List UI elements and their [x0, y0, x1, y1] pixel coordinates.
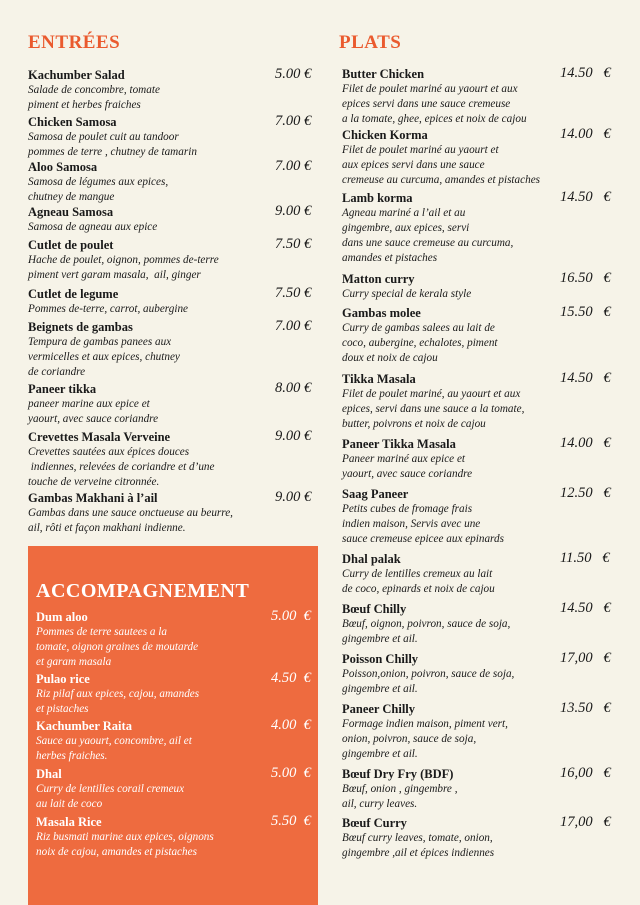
- item-price: 9.00 €: [275, 203, 312, 219]
- item-description: Curry de lentilles corail cremeux au lait de coco: [36, 783, 185, 810]
- accompagnement-section: [28, 546, 318, 905]
- menu-item: [36, 610, 198, 670]
- entrees-title: ENTRÉES: [28, 32, 121, 53]
- item-name: Pulao rice: [36, 672, 90, 686]
- menu-item: [28, 238, 219, 283]
- item-price: 7.00 €: [275, 113, 312, 129]
- menu-item: [28, 115, 197, 160]
- menu-item: [28, 160, 168, 205]
- menu-item: [342, 128, 540, 188]
- item-name: Gambas molee: [342, 306, 421, 320]
- item-name: Crevettes Masala Verveine: [28, 430, 171, 444]
- item-description: Sauce au yaourt, concombre, ail et herbes fraiches.: [36, 735, 192, 762]
- item-description: Riz pilaf aux epices, cajou, amandes et pistaches: [36, 688, 200, 715]
- item-name: Aloo Samosa: [28, 160, 98, 174]
- menu-item: [28, 430, 215, 490]
- item-description: Gambas dans une sauce onctueuse au beurre, ail, rôti et façon makhani indienne.: [28, 507, 233, 534]
- item-price: 7.50 €: [275, 285, 312, 301]
- item-description: Formage indien maison, piment vert, onion, poivron, sauce de soja, gingembre et ail.: [342, 718, 508, 760]
- item-name: Gambas Makhani à l’ail: [28, 491, 158, 505]
- item-description: Pommes de terre sautees a la tomate, oignon graines de moutarde et garam masala: [36, 626, 199, 668]
- menu-item: [342, 602, 510, 647]
- item-price: 16.50 €: [560, 270, 611, 286]
- item-description: Bœuf curry leaves, tomate, onion, gingembre ,ail et épices indiennes: [342, 832, 495, 859]
- item-description: Samosa de agneau aux epice: [28, 221, 158, 233]
- item-name: Dhal palak: [342, 552, 401, 566]
- item-description: Bœuf, onion , gingembre , ail, curry leaves.: [342, 783, 458, 810]
- item-name: Kachumber Raita: [36, 719, 132, 733]
- item-price: 4.50 €: [271, 670, 311, 686]
- item-description: Poisson,onion, poivron, sauce de soja, gingembre et ail.: [342, 668, 515, 695]
- item-name: Lamb korma: [342, 191, 413, 205]
- menu-item: [28, 68, 160, 113]
- item-name: Bœuf Curry: [342, 816, 407, 830]
- item-price: 17,00 €: [560, 650, 611, 666]
- item-description: Tempura de gambas panees aux vermicelles et aux epices, chutney de coriandre: [28, 336, 180, 378]
- item-name: Beignets de gambas: [28, 320, 133, 334]
- item-price: 4.00 €: [271, 717, 311, 733]
- item-description: Hache de poulet, oignon, pommes de-terre piment vert garam masala, ail, ginger: [28, 254, 219, 281]
- item-price: 14.50 €: [560, 370, 611, 386]
- item-price: 17,00 €: [560, 814, 611, 830]
- item-name: Cutlet de poulet: [28, 238, 114, 252]
- item-name: Paneer tikka: [28, 382, 97, 396]
- item-description: Agneau mariné a l’ail et au gingembre, aux epices, servi dans une sauce cremeuse au curcuma, amandes et pistaches: [342, 207, 514, 264]
- item-price: 7.00 €: [275, 318, 312, 334]
- menu-item: [342, 67, 527, 127]
- menu-item: [28, 287, 188, 317]
- item-price: 16,00 €: [560, 765, 611, 781]
- item-price: 9.00 €: [275, 489, 312, 505]
- menu-item: [342, 652, 514, 697]
- item-price: 8.00 €: [275, 380, 312, 396]
- item-description: Filet de poulet mariné au yaourt et aux epices servi dans une sauce cremeuse au curcuma, amandes et pistaches: [342, 144, 541, 186]
- item-price: 5.50 €: [271, 813, 311, 829]
- item-name: Chicken Samosa: [28, 115, 117, 129]
- item-name: Paneer Tikka Masala: [342, 437, 456, 451]
- item-price: 5.00 €: [271, 765, 311, 781]
- menu-item: [342, 306, 498, 366]
- item-name: Matton curry: [342, 272, 415, 286]
- item-description: Filet de poulet mariné, au yaourt et aux epices, servi dans une sauce a la tomate, butter, poivrons et noix de cajou: [342, 388, 525, 430]
- item-description: Filet de poulet mariné au yaourt et aux epices servi dans une sauce cremeuse a la tomate, ghee, epices et noix de cajou: [342, 83, 527, 125]
- item-description: Samosa de poulet cuit au tandoor pommes de terre , chutney de tamarin: [28, 131, 197, 158]
- menu-item: [342, 487, 504, 547]
- menu-item: [342, 437, 472, 482]
- menu-item: [342, 372, 524, 432]
- menu-item: [28, 320, 180, 380]
- plats-title: PLATS: [339, 32, 402, 53]
- menu-item: [36, 719, 192, 764]
- item-price: 14.50 €: [560, 65, 611, 81]
- item-price: 14.00 €: [560, 126, 611, 142]
- menu-item: [342, 272, 471, 302]
- menu-item: [28, 491, 233, 536]
- menu-item: [342, 552, 495, 597]
- menu-item: [36, 815, 214, 860]
- menu-item: [342, 816, 494, 861]
- item-description: Petits cubes de fromage frais indien maison, Servis avec une sauce cremeuse epicee aux epinards: [342, 503, 504, 545]
- item-description: Bœuf, oignon, poivron, sauce de soja, gingembre et ail.: [342, 618, 511, 645]
- menu-item: [36, 767, 184, 812]
- item-price: 14.00 €: [560, 435, 611, 451]
- item-name: Cutlet de legume: [28, 287, 119, 301]
- item-name: Paneer Chilly: [342, 702, 416, 716]
- item-price: 14.50 €: [560, 189, 611, 205]
- item-description: Curry de lentilles cremeux au lait de coco, epinards et noix de cajou: [342, 568, 495, 595]
- item-name: Agneau Samosa: [28, 205, 114, 219]
- menu-item: [342, 191, 513, 266]
- item-description: Riz busmati marine aux epices, oignons noix de cajou, amandes et pistaches: [36, 831, 214, 858]
- item-price: 12.50 €: [560, 485, 611, 501]
- item-price: 13.50 €: [560, 700, 611, 716]
- item-description: Pommes de-terre, carrot, aubergine: [28, 303, 189, 315]
- item-description: paneer marine aux epice et yaourt, avec sauce coriandre: [28, 398, 159, 425]
- item-description: Salade de concombre, tomate piment et herbes fraiches: [28, 84, 160, 111]
- item-name: Kachumber Salad: [28, 68, 125, 82]
- item-description: Crevettes sautées aux épices douces indiennes, relevées de coriandre et d’une touche de verveine citronnée.: [28, 446, 215, 488]
- item-name: Poisson Chilly: [342, 652, 419, 666]
- item-price: 5.00 €: [275, 66, 312, 82]
- item-price: 15.50 €: [560, 304, 611, 320]
- item-name: Saag Paneer: [342, 487, 409, 501]
- item-name: Dum aloo: [36, 610, 88, 624]
- item-name: Chicken Korma: [342, 128, 428, 142]
- item-price: 7.50 €: [275, 236, 312, 252]
- item-description: Paneer mariné aux epice et yaourt, avec sauce coriandre: [342, 453, 473, 480]
- item-name: Bœuf Dry Fry (BDF): [342, 767, 454, 781]
- item-price: 5.00 €: [271, 608, 311, 624]
- item-price: 9.00 €: [275, 428, 312, 444]
- item-description: Curry special de kerala style: [342, 288, 472, 300]
- item-price: 14.50 €: [560, 600, 611, 616]
- menu-item: [28, 205, 157, 235]
- item-name: Masala Rice: [36, 815, 102, 829]
- item-name: Tikka Masala: [342, 372, 416, 386]
- menu-item: [342, 767, 458, 812]
- item-price: 7.00 €: [275, 158, 312, 174]
- item-name: Butter Chicken: [342, 67, 425, 81]
- menu-item: [36, 672, 199, 717]
- item-description: Samosa de légumes aux epices, chutney de mangue: [28, 176, 169, 203]
- menu-item: [28, 382, 158, 427]
- item-description: Curry de gambas salees au lait de coco, aubergine, echalotes, piment doux et noix de cajou: [342, 322, 498, 364]
- item-price: 11.50 €: [560, 550, 610, 566]
- menu-item: [342, 702, 508, 762]
- item-name: Bœuf Chilly: [342, 602, 407, 616]
- item-name: Dhal: [36, 767, 62, 781]
- accompagnement-title: ACCOMPAGNEMENT: [36, 580, 250, 602]
